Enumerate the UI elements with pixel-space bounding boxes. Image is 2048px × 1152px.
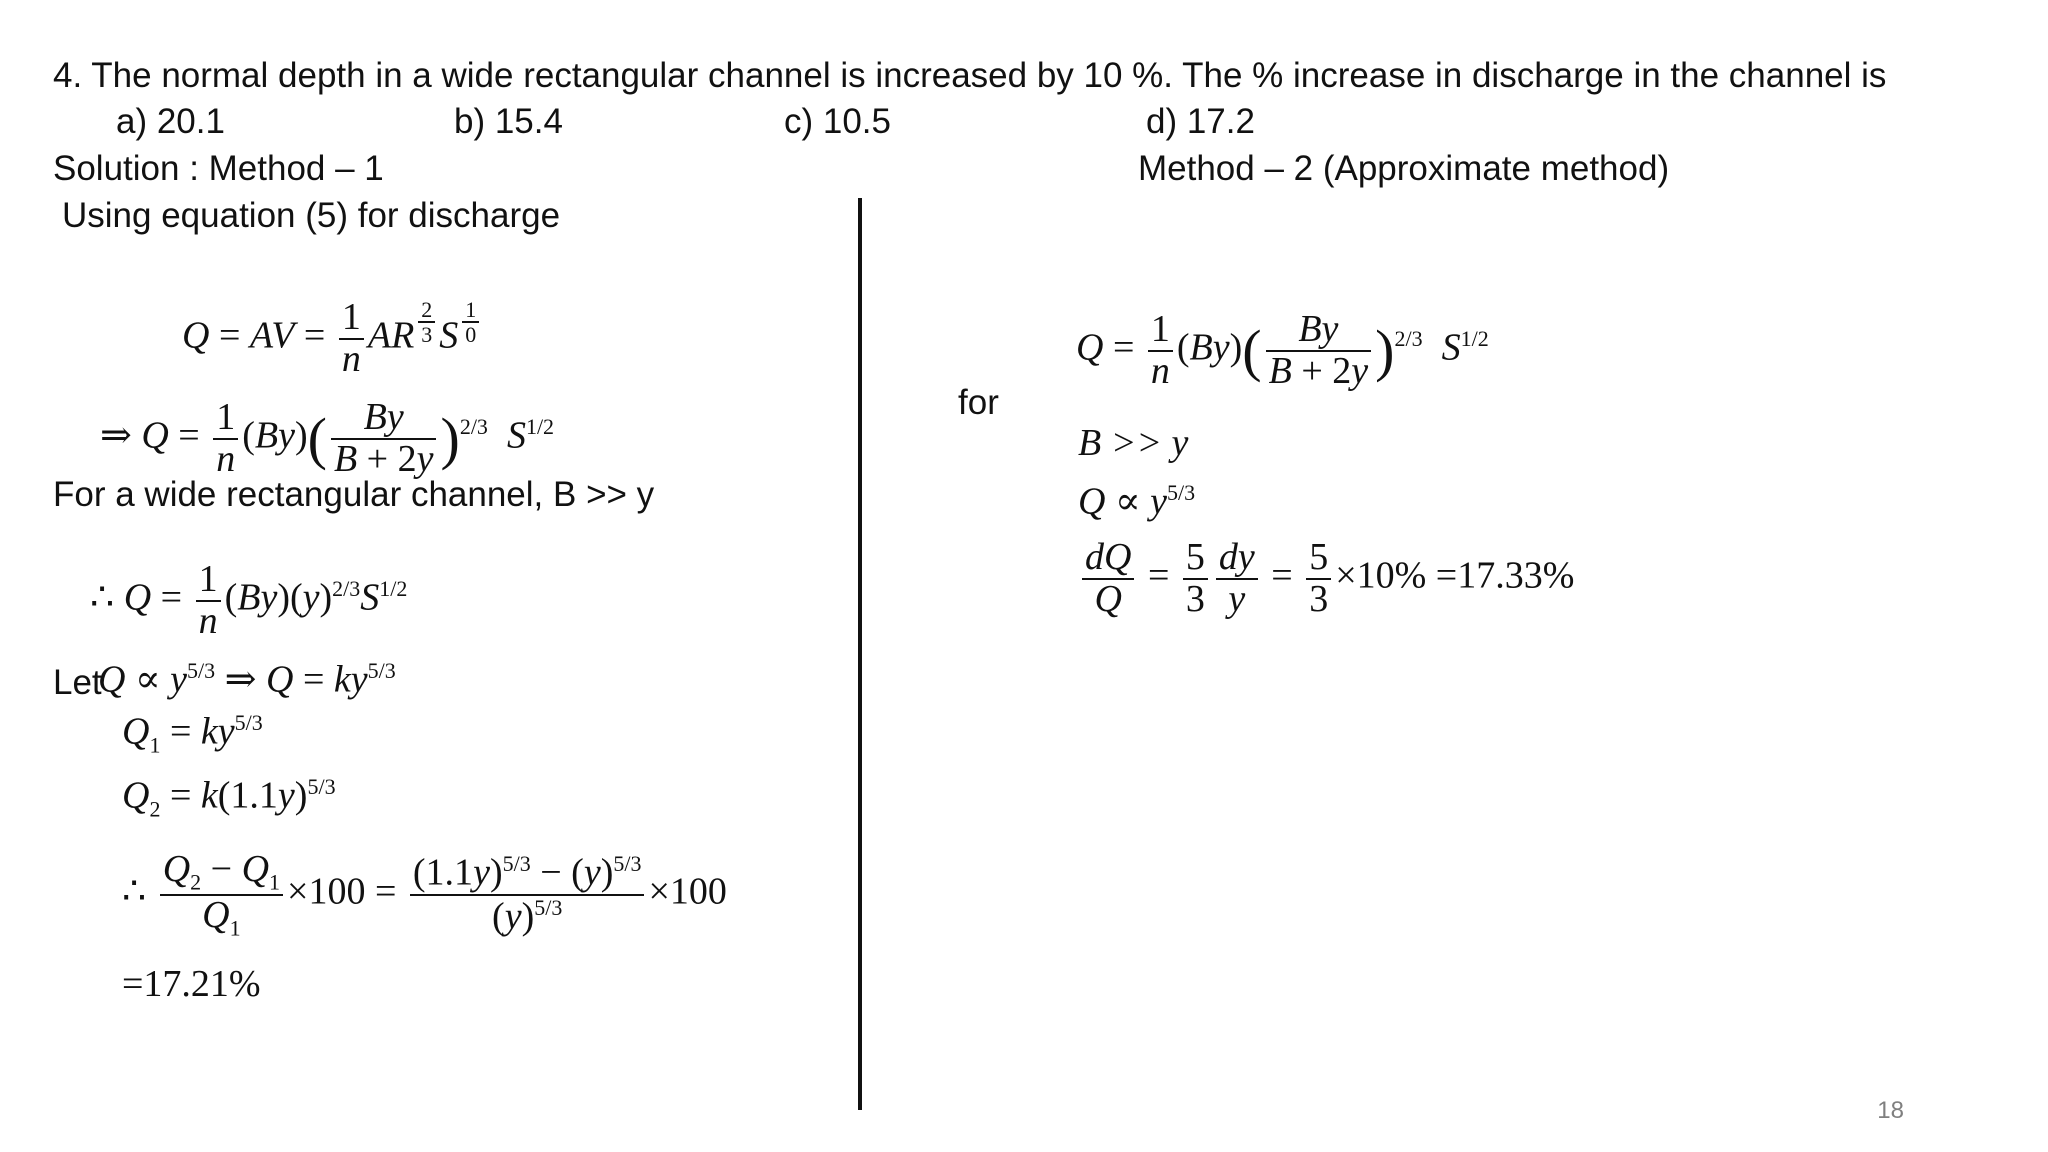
method1-intro: Using equation (5) for discharge (62, 196, 561, 235)
equation-q-expanded: ⇒ Q = $\frac{1}{n}$ (By)( $\frac{By}{B + 2y}$ )$^{2/3}$ $S^{1/2}$ (100, 396, 555, 480)
equation-q1: $Q_1 = ky^{5/3}$ (122, 710, 263, 758)
method2-equation-q: Q = $\frac{1}{n}$ (By)( $\frac{By}{B + 2y}$ )$^{2/3}$ $S^{1/2}$ (1076, 308, 1489, 392)
method2-derivative: $\frac{dQ}{Q}$ = $\frac{5}{3}$ $\frac{dy}{y}$ = $\frac{5}{3}$ ×10% =17.33% (1078, 538, 1574, 620)
method2-proportional: $Q \propto y^{5/3}$ (1078, 480, 1196, 523)
method2-heading: Method – 2 (Approximate method) (1138, 149, 1670, 188)
column-divider (858, 198, 862, 1110)
method1-heading: Solution : Method – 1 (53, 149, 384, 188)
wide-channel-note: For a wide rectangular channel, B >> y (53, 475, 655, 514)
method1-result: =17.21% (122, 963, 261, 1005)
option-d: d) 17.2 (1146, 102, 1255, 141)
method2-result: ×10% =17.33% (1335, 554, 1575, 597)
let-label: Let (53, 663, 102, 702)
option-c: c) 10.5 (784, 102, 891, 141)
page-number: 18 (1877, 1097, 1904, 1124)
equation-q-wide: ∴ Q = $\frac{1}{n}$ $(By)(y)^{2/3}S^{1/2}$ (90, 558, 408, 642)
equation-proportional: $Q \propto y^{5/3}$ ⇒ $Q = ky^{5/3}$ (98, 658, 396, 701)
option-b: b) 15.4 (454, 102, 563, 141)
equation-q2: $Q_2 = k(1.1y)^{5/3}$ (122, 774, 336, 822)
method2-condition: B >> y (1078, 422, 1189, 464)
question-text: 4. The normal depth in a wide rectangular channel is increased by 10 %. The % increase in discharge in the channel is (53, 56, 1887, 95)
for-label: for (958, 383, 999, 422)
option-a: a) 20.1 (116, 102, 225, 141)
equation-q-av: Q = AV = $\frac{1}{n}$ AR $\frac{2}{3}$ S $\frac{1}{0}$ (182, 298, 483, 380)
equation-percent-increase: ∴ $\frac{Q_2 - Q_1}{Q_1}$ ×100 = $\frac{(1.1y)^{5/3} - (y)^{5/3}}{(y)^{5/3}}$ ×100 (122, 848, 727, 941)
